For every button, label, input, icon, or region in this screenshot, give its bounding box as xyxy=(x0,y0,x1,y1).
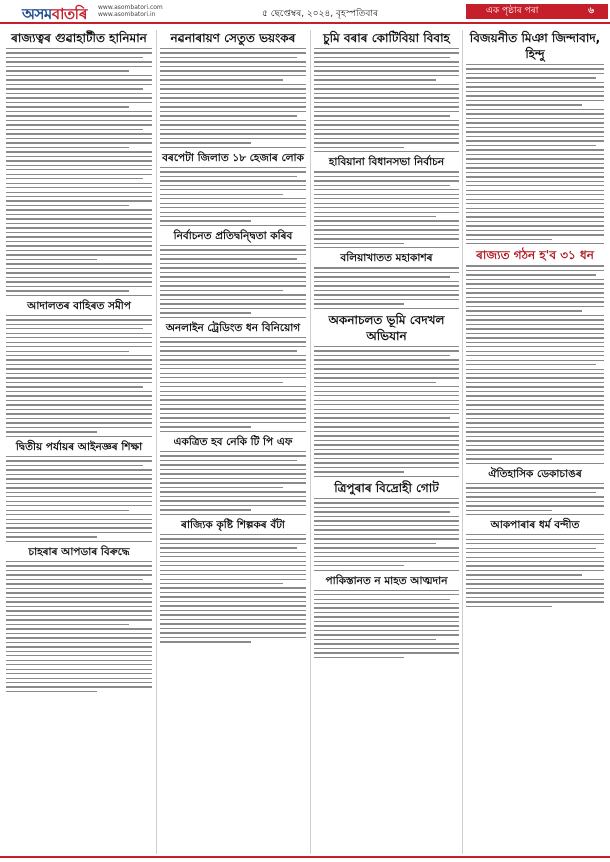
column-3 xyxy=(314,30,459,661)
article-title: বলিয়াখাতত মহাকাশৰ xyxy=(340,252,433,265)
website-links xyxy=(98,4,163,18)
logo-part-2: বাতৰি xyxy=(51,5,87,23)
article-title: ৰাজ্যত গঠন হ'ব ৩১ ধন xyxy=(476,248,594,263)
article-body xyxy=(160,167,306,222)
article-body xyxy=(6,315,152,433)
newspaper-logo xyxy=(22,3,87,28)
article-title: অনলাইন ট্ৰেডিংত ধন বিনিয়োগ xyxy=(165,321,301,334)
article-title: বিজয়নীত মিঞা জিন্দাবাদ, হিন্দু xyxy=(469,31,601,61)
article-body xyxy=(6,48,152,292)
website-link-1: www.asombatori.com xyxy=(98,4,163,11)
article-title: ঐতিহাসিক ডেকাচাঙৰ xyxy=(488,467,582,480)
article-title: হাবিয়ানা বিধানসভা নিৰ্বাচন xyxy=(328,156,445,169)
article-body xyxy=(314,48,459,148)
column-divider xyxy=(156,30,157,854)
article-title: চুমি বৰাৰ কোটিবিয়া বিবাহ xyxy=(323,31,450,45)
column-2 xyxy=(160,30,306,646)
article-body xyxy=(466,534,604,607)
article-title: পাকিস্তানত ন মাহত আত্মদান xyxy=(325,574,448,587)
section-label: এক পৃষ্ঠাৰ পৰা xyxy=(486,6,539,16)
article-body xyxy=(314,346,459,473)
column-divider xyxy=(310,30,311,854)
article-body xyxy=(314,590,459,659)
article-body xyxy=(466,64,604,240)
article-title: নৱনাৰায়ণ সেতুত ভয়ংকৰ xyxy=(170,31,296,45)
article-body xyxy=(6,561,152,692)
article-title: ত্ৰিপুৰাৰ বিদ্ৰোহী গোট xyxy=(334,480,439,495)
article-body xyxy=(160,48,306,144)
article-body xyxy=(160,451,306,511)
column-1 xyxy=(6,30,152,695)
article-body xyxy=(466,483,604,511)
article-body xyxy=(314,171,459,244)
article-title: একত্ৰিত হব নেকি টি পি এফ xyxy=(173,435,293,448)
article-title: বৰপেটা জিলাত ১৮ হেজাৰ লোক xyxy=(162,151,304,164)
article-title: আকপাৰাৰ ধৰ্ম বন্দীত xyxy=(490,519,580,532)
masthead xyxy=(0,0,610,24)
article-title: ৰাজ্যত্বৰ গুৱাহাটীত হানিমান xyxy=(11,31,147,45)
page-number: ৬ xyxy=(588,6,594,16)
section-strip xyxy=(466,4,608,19)
article-title: ৰাজ্যিক কৃষ্টি শিল্পকৰ বঁটা xyxy=(181,518,285,531)
article-title: নিৰ্বাচনত প্ৰতিদ্বন্দ্বিতা কৰিব xyxy=(173,229,293,242)
logo-part-1: অসম xyxy=(22,5,52,23)
article-body xyxy=(160,337,306,428)
article-body xyxy=(160,534,306,643)
article-title: চাহৰাৰ আপডাৰ বিৰুদ্ধে xyxy=(28,545,130,558)
website-link-2: www.asombatori.in xyxy=(98,11,156,18)
article-body xyxy=(314,267,459,304)
article-body xyxy=(314,498,459,567)
article-title: দ্বিতীয় পৰ্যায়ৰ আইনজ্ঞৰ শিক্ষা xyxy=(15,440,143,453)
article-title: আদালতৰ বাহিৰত সমীপ xyxy=(27,299,131,312)
article-body xyxy=(466,265,604,459)
issue-date: ৫ ছেপ্তেম্বৰ, ২০২৪, বৃহস্পতিবাৰ xyxy=(262,9,379,19)
column-divider xyxy=(462,30,463,854)
article-body xyxy=(160,245,306,314)
article-title: অকনাচলত ভূমি বেদখল অভিযান xyxy=(328,312,445,343)
footer-rule xyxy=(0,856,610,858)
column-4 xyxy=(466,30,604,610)
article-body xyxy=(6,456,152,538)
